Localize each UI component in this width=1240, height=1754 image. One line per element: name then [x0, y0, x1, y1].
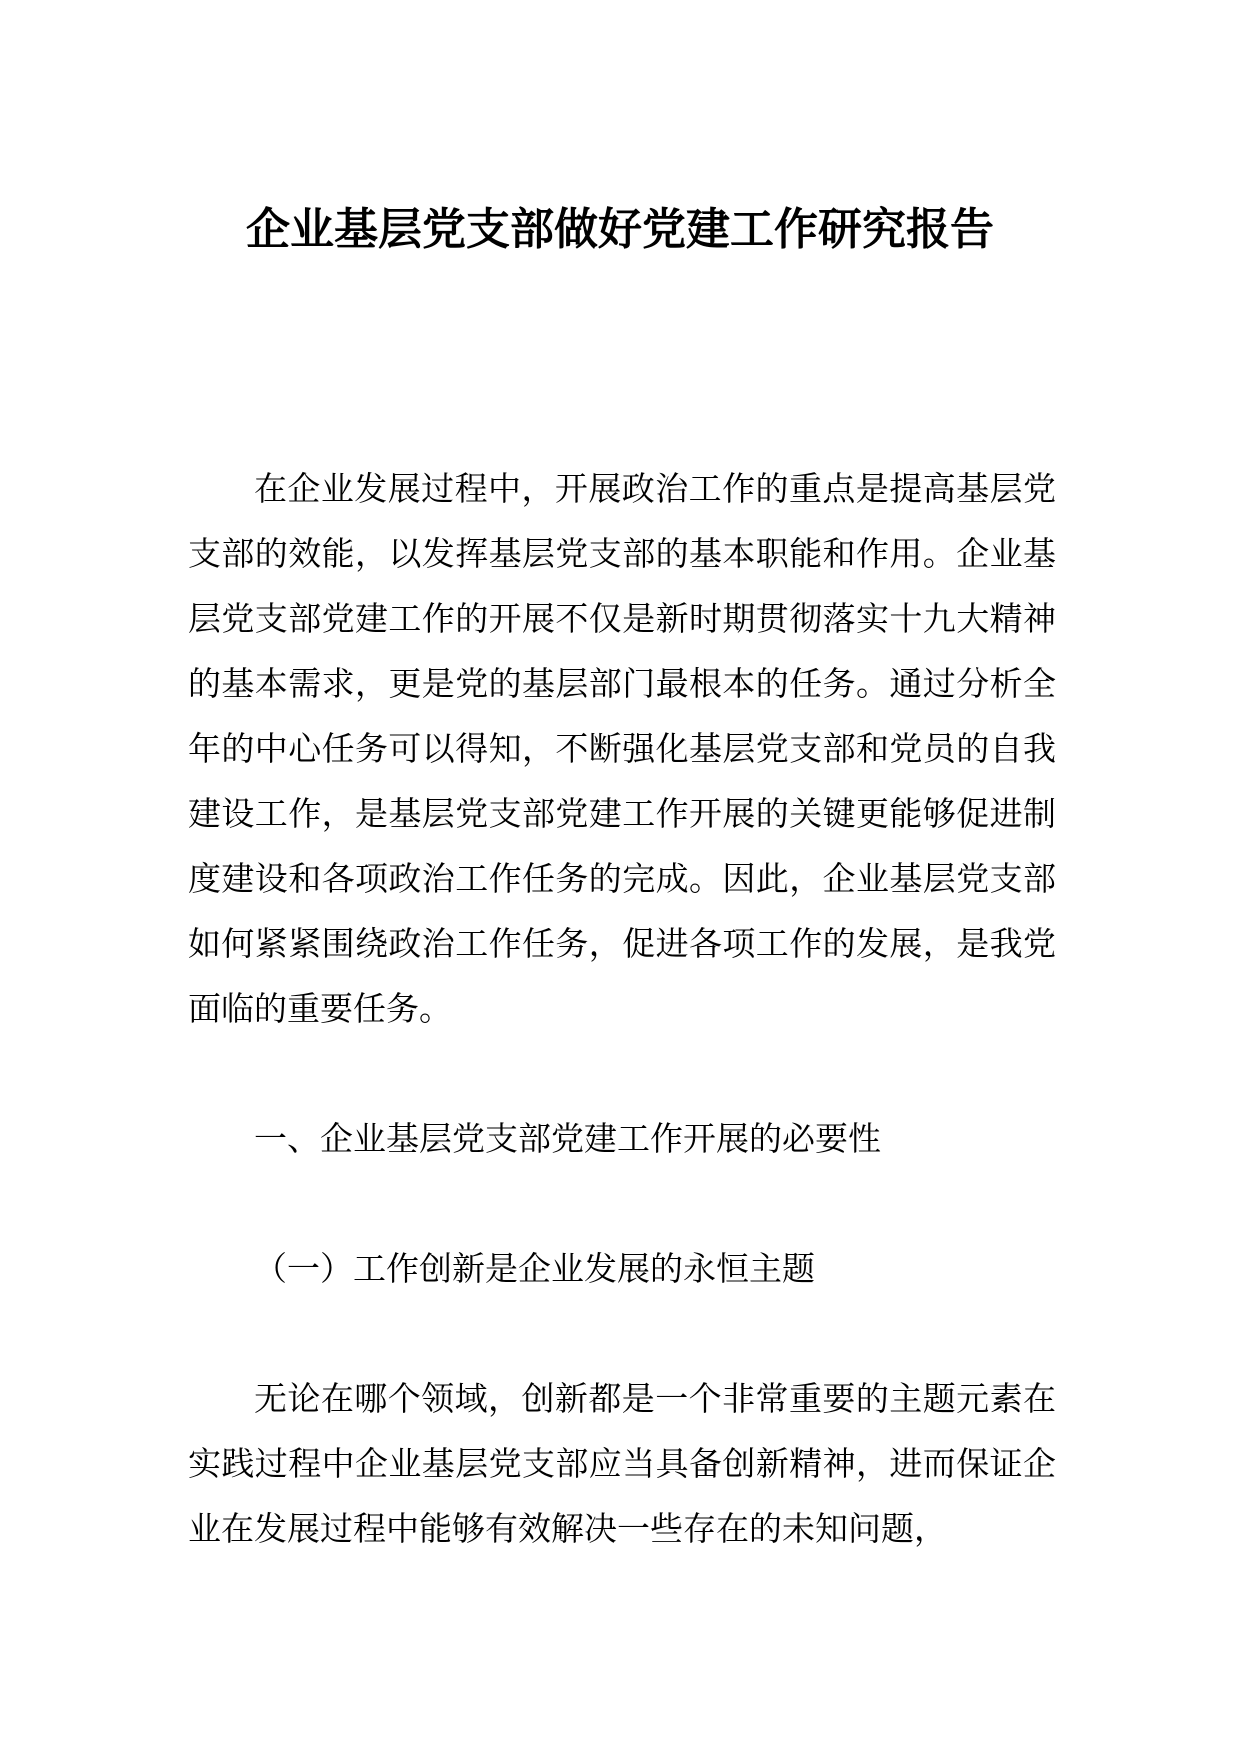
spacer	[188, 1171, 1056, 1236]
spacer	[188, 1301, 1056, 1366]
spacer	[188, 1041, 1056, 1106]
intro-paragraph: 在企业发展过程中，开展政治工作的重点是提高基层党支部的效能，以发挥基层党支部的基本职能和作用。企业基层党支部党建工作的开展不仅是新时期贯彻落实十九大精神的基本需求，更是党的基层部门最根本的任务。通过分析全年的中心任务可以得知，不断强化基层党支部和党员的自我建设工作，是基层党支部党建工作开展的关键更能够促进制度建设和各项政治工作任务的完成。因此，企业基层党支部如何紧紧围绕政治工作任务，促进各项工作的发展，是我党面临的重要任务。	[188, 469, 1056, 1028]
section-heading: 一、企业基层党支部党建工作开展的必要性	[254, 1119, 881, 1158]
subsection-heading: （一）工作创新是企业发展的永恒主题	[254, 1249, 815, 1288]
document-title: 企业基层党支部做好党建工作研究报告	[246, 204, 994, 255]
subsection-paragraph: 无论在哪个领域，创新都是一个非常重要的主题元素在实践过程中企业基层党支部应当具备创新精神，进而保证企业在发展过程中能够有效解决一些存在的未知问题，	[188, 1379, 1056, 1548]
document-body	[188, 456, 1056, 1561]
